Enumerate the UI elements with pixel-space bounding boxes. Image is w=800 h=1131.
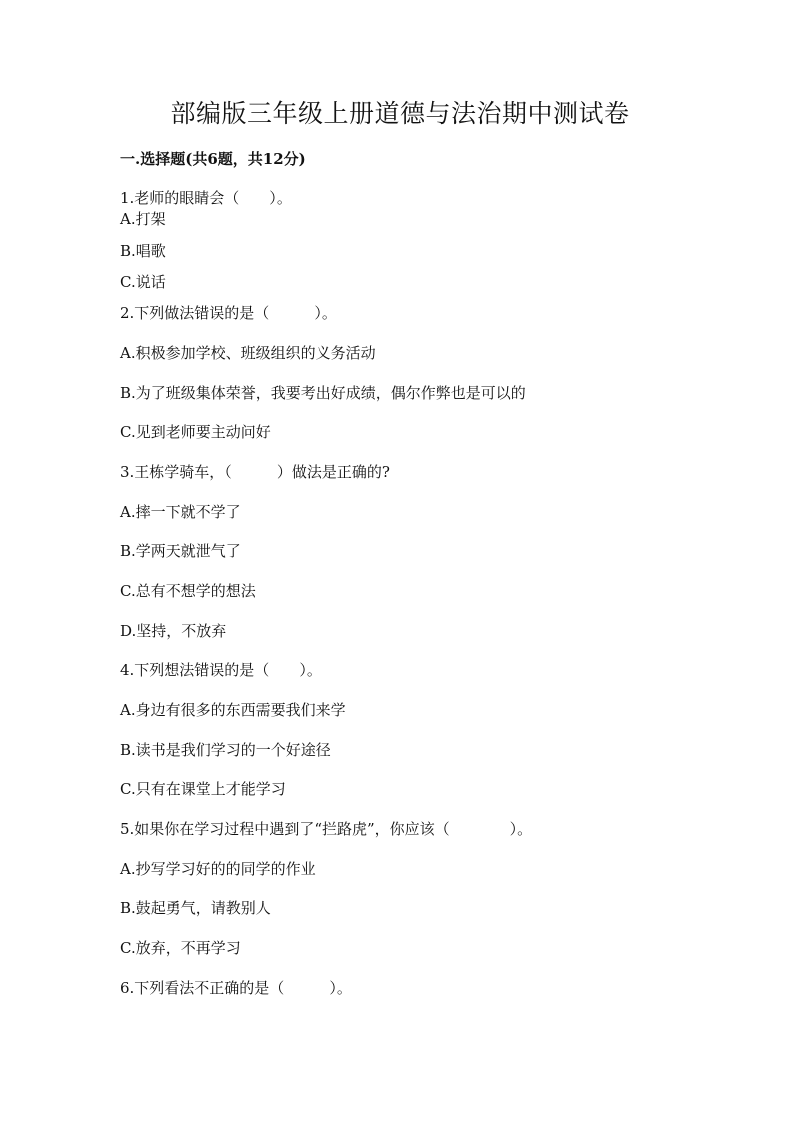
option-4b: B.读书是我们学习的一个好途径 bbox=[120, 741, 331, 759]
option-1c: C.说话 bbox=[120, 273, 166, 291]
option-4a: A.身边有很多的东西需要我们来学 bbox=[120, 701, 346, 719]
option-3d: D.坚持，不放弃 bbox=[120, 622, 227, 640]
option-2a: A.积极参加学校、班级组织的义务活动 bbox=[120, 344, 376, 362]
option-5b: B.鼓起勇气，请教别人 bbox=[120, 899, 271, 917]
option-3a: A.摔一下就不学了 bbox=[120, 503, 241, 521]
option-5c: C.放弃，不再学习 bbox=[120, 939, 241, 957]
option-2b: B.为了班级集体荣誉，我要考出好成绩，偶尔作弊也是可以的 bbox=[120, 384, 526, 402]
question-6: 6.下列看法不正确的是（ ）。 bbox=[120, 979, 352, 997]
question-3: 3.王栋学骑车，（ ）做法是正确的? bbox=[120, 463, 390, 481]
option-2c: C.见到老师要主动问好 bbox=[120, 423, 271, 441]
section-heading: 一.选择题(共6题，共12分) bbox=[120, 150, 306, 168]
option-3b: B.学两天就泄气了 bbox=[120, 542, 241, 560]
question-2: 2.下列做法错误的是（ ）。 bbox=[120, 304, 337, 322]
option-3c: C.总有不想学的想法 bbox=[120, 582, 256, 600]
question-4: 4.下列想法错误的是（ ）。 bbox=[120, 661, 322, 679]
option-1a: A.打架 bbox=[120, 210, 166, 228]
option-4c: C.只有在课堂上才能学习 bbox=[120, 780, 286, 798]
page-title: 部编版三年级上册道德与法治期中测试卷 bbox=[170, 99, 630, 128]
option-5a: A.抄写学习好的的同学的作业 bbox=[120, 860, 316, 878]
question-1: 1.老师的眼睛会（ ）。 bbox=[120, 189, 292, 207]
question-5: 5.如果你在学习过程中遇到了“拦路虎”，你应该（ ）。 bbox=[120, 820, 533, 838]
option-1b: B.唱歌 bbox=[120, 242, 166, 260]
